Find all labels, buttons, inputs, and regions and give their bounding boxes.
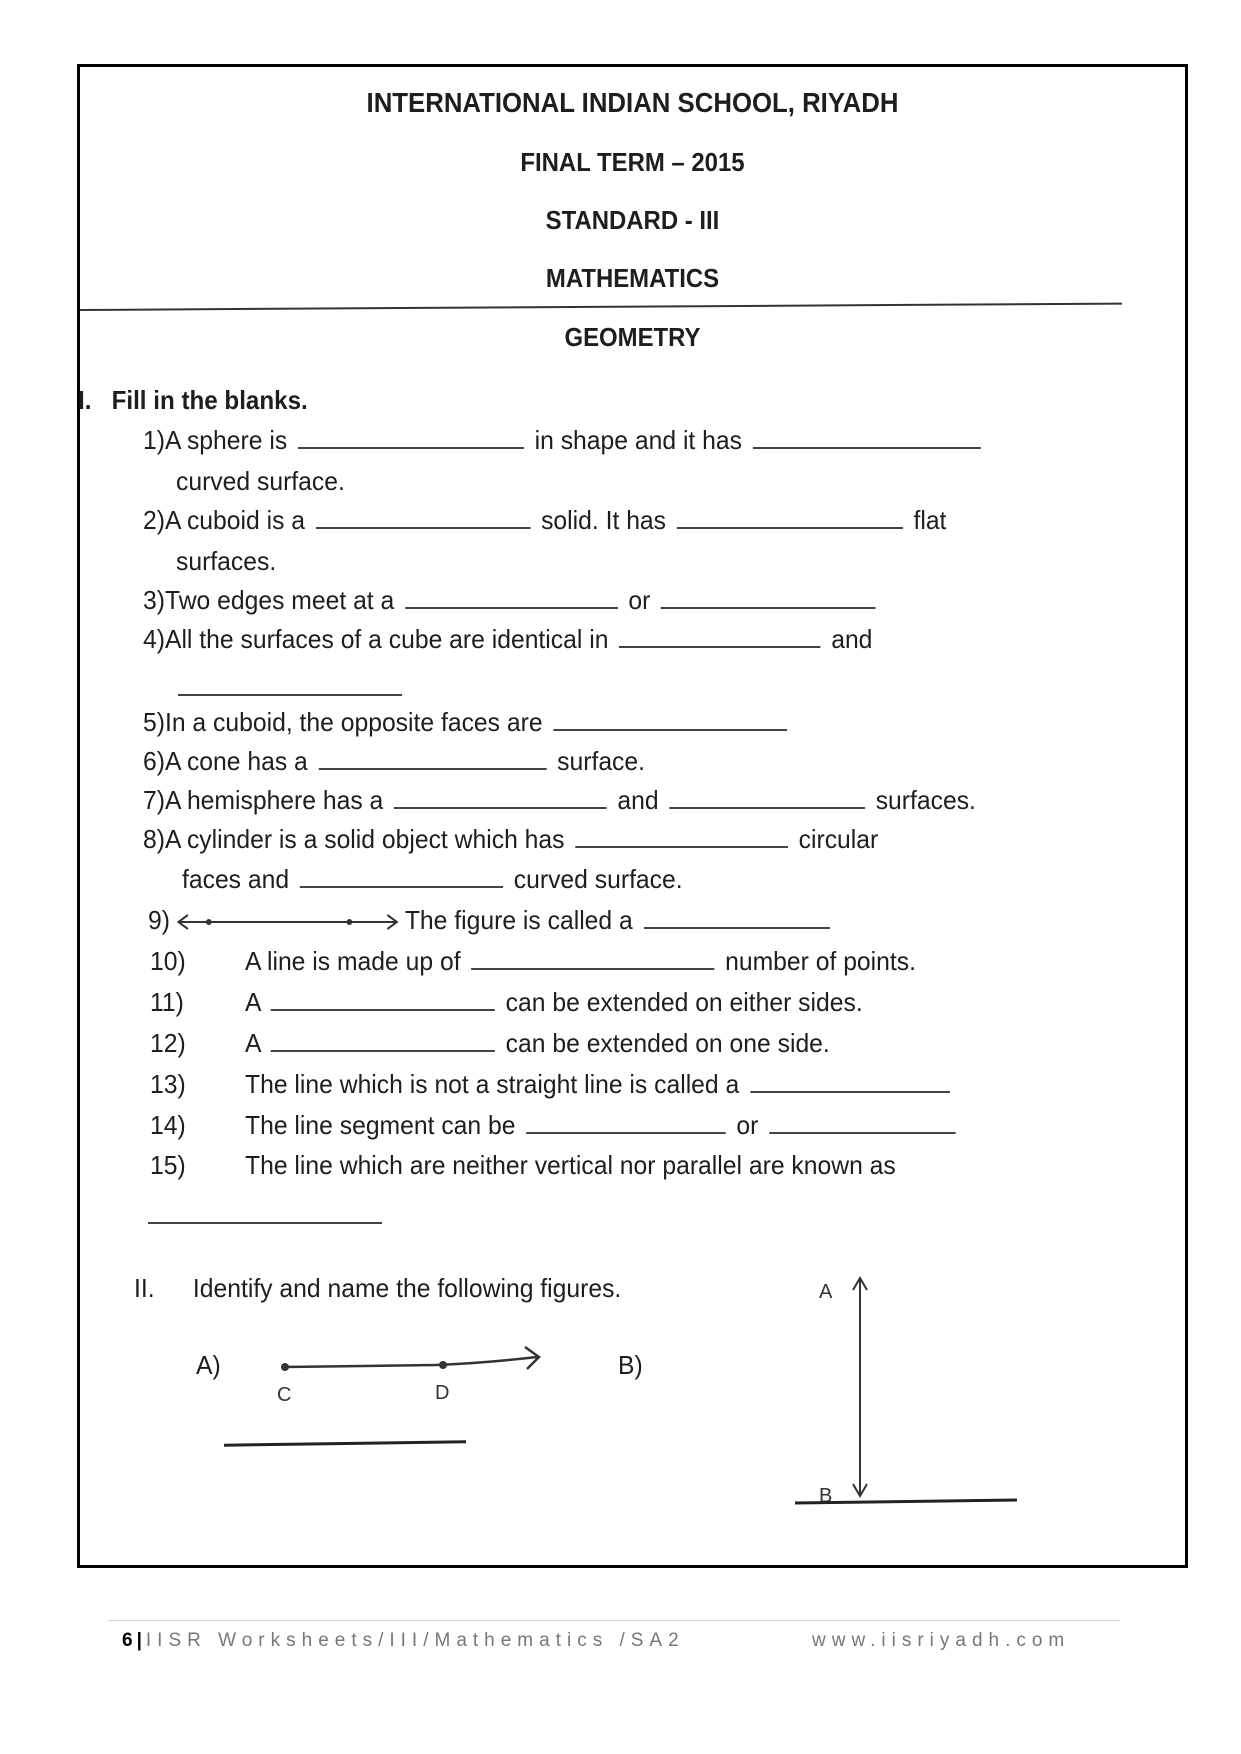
answer-blank[interactable] (769, 1110, 955, 1134)
question-number: 15) (150, 1150, 186, 1180)
answer-blank[interactable] (753, 425, 981, 449)
question-text: The line segment can be (245, 1110, 516, 1140)
point-a-label: A (819, 1281, 833, 1303)
answer-blank[interactable] (619, 624, 820, 648)
question-text: flat (913, 505, 947, 535)
question-number: 13) (150, 1069, 186, 1099)
question-15 (150, 1150, 896, 1181)
point-b-label: B (819, 1485, 833, 1507)
question-text: A cuboid is a (164, 505, 306, 535)
answer-blank[interactable] (316, 505, 531, 529)
question-2-cont (176, 546, 276, 577)
page-number: 6 (122, 1630, 133, 1651)
question-5 (143, 707, 791, 738)
question-text: A line is made up of (245, 946, 461, 976)
answer-blank[interactable] (318, 746, 546, 770)
ray-figure-icon (275, 1335, 565, 1415)
answer-blank[interactable] (669, 785, 865, 809)
question-text: curved surface. (513, 864, 683, 894)
question-number: 12) (150, 1028, 186, 1058)
question-8 (143, 824, 878, 855)
figure-a-label: A) (196, 1350, 221, 1380)
answer-blank[interactable] (471, 946, 714, 970)
point-d-label: D (435, 1382, 450, 1404)
question-8-cont (182, 864, 683, 895)
question-text: surfaces. (176, 546, 277, 576)
topic-title: GEOMETRY (564, 322, 701, 352)
footer-path: IISR Worksheets/III/Mathematics /SA2 (145, 1630, 685, 1651)
answer-blank[interactable] (575, 824, 788, 848)
question-text: surfaces. (875, 785, 976, 815)
line-figure-icon (175, 910, 403, 934)
footer-separator: | (136, 1630, 142, 1651)
answer-blank[interactable] (300, 864, 503, 888)
answer-blank[interactable] (553, 707, 787, 731)
question-text: A sphere is (164, 425, 288, 455)
question-number: 9) (148, 905, 170, 935)
question-text: circular (798, 824, 879, 854)
answer-blank[interactable] (394, 785, 607, 809)
question-text: or (628, 585, 651, 615)
question-number: 8) (143, 824, 165, 854)
question-text: In a cuboid, the opposite faces are (164, 707, 543, 737)
worksheet-frame (77, 64, 1188, 1568)
question-2 (143, 505, 946, 536)
question-text: A hemisphere has a (164, 785, 384, 815)
question-number: 5) (143, 707, 165, 737)
question-number: 3) (143, 585, 165, 615)
school-name: INTERNATIONAL INDIAN SCHOOL, RIYADH (366, 87, 899, 118)
section-1-heading (78, 385, 308, 416)
question-4 (143, 624, 872, 655)
question-text: A cylinder is a solid object which has (164, 824, 565, 854)
question-1 (143, 425, 984, 456)
question-text: faces and (182, 864, 290, 894)
question-text: and (617, 785, 659, 815)
section-1-title: Fill in the blanks. (111, 385, 308, 415)
figure-b-label: B) (618, 1350, 643, 1380)
question-3 (143, 585, 880, 616)
answer-blank[interactable] (643, 905, 829, 929)
question-6 (143, 746, 645, 777)
question-number: 11) (150, 987, 184, 1017)
answer-blank[interactable] (526, 1110, 726, 1134)
question-text: A cone has a (164, 746, 308, 776)
question-text: can be extended on either sides. (505, 987, 863, 1017)
point-c-label: C (277, 1384, 292, 1406)
question-number: 1) (143, 425, 165, 455)
question-9 (148, 905, 833, 936)
question-text: solid. It has (541, 505, 667, 535)
question-number: 4) (143, 624, 165, 654)
question-text: can be extended on one side. (505, 1028, 830, 1058)
question-number: 7) (143, 785, 165, 815)
question-11 (150, 987, 863, 1018)
question-text: A (245, 1028, 261, 1058)
answer-blank[interactable] (178, 694, 402, 696)
question-text: A (245, 987, 261, 1017)
question-text: The line which is not a straight line is called a (245, 1069, 740, 1099)
section-2-title: Identify and name the following figures. (192, 1273, 622, 1303)
question-text: Two edges meet at a (164, 585, 395, 615)
question-1-cont (176, 466, 345, 497)
answer-blank[interactable] (750, 1069, 950, 1093)
question-number: 10) (150, 946, 186, 976)
question-text: or (736, 1110, 759, 1140)
section-1-numeral: I. (78, 385, 92, 415)
question-14 (150, 1110, 959, 1141)
question-text: The figure is called a (404, 905, 633, 935)
question-number: 2) (143, 505, 165, 535)
question-text: number of points. (725, 946, 916, 976)
question-text: The line which are neither vertical nor parallel are known as (245, 1150, 896, 1180)
standard-label: STANDARD - III (545, 205, 720, 235)
exam-term: FINAL TERM – 2015 (520, 147, 745, 177)
footer-divider (108, 1620, 1120, 1621)
question-number: 14) (150, 1110, 186, 1140)
answer-blank[interactable] (298, 425, 524, 449)
answer-blank[interactable] (271, 987, 495, 1011)
subject-label: MATHEMATICS (545, 263, 720, 293)
footer-website[interactable]: www.iisriyadh.com (812, 1630, 1071, 1651)
question-13 (150, 1069, 953, 1100)
question-text: All the surfaces of a cube are identical in (164, 624, 609, 654)
answer-blank[interactable] (271, 1028, 495, 1052)
section-2-heading (134, 1273, 621, 1304)
footer-left (122, 1630, 685, 1652)
question-text: surface. (557, 746, 646, 776)
question-number: 6) (143, 746, 165, 776)
question-text: curved surface. (176, 466, 345, 496)
question-10 (150, 946, 916, 977)
section-2-numeral: II. (134, 1273, 155, 1303)
vertical-line-figure-icon (815, 1270, 875, 1510)
question-12 (150, 1028, 830, 1059)
question-7 (143, 785, 976, 816)
answer-blank[interactable] (661, 585, 876, 609)
answer-blank[interactable] (677, 505, 903, 529)
header-divider (80, 303, 1122, 311)
answer-blank[interactable] (405, 585, 618, 609)
question-text: in shape and it has (534, 425, 742, 455)
answer-blank[interactable] (148, 1222, 382, 1224)
question-text: and (831, 624, 873, 654)
